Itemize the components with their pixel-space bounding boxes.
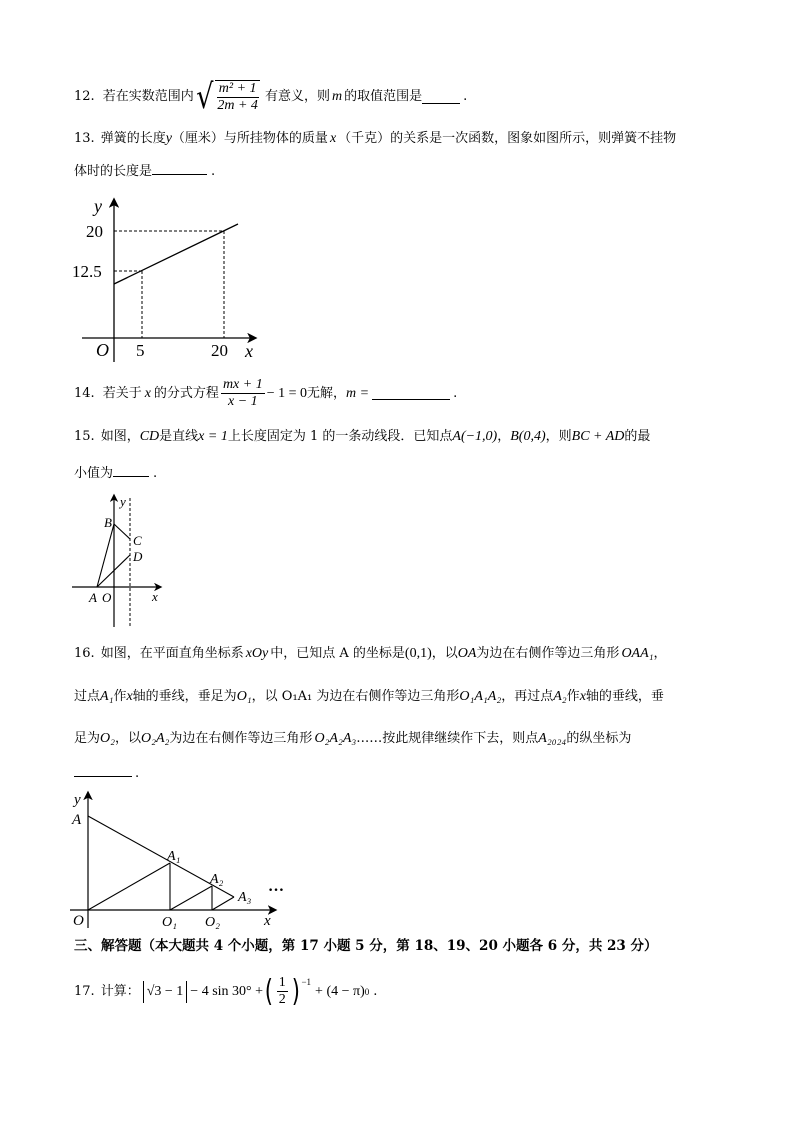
section-heading: 三、解答题（本大题共 4 个小题，第 17 小题 5 分，第 18、19、20 小题各 6 分，共 23 分） — [74, 938, 658, 954]
question-16-line4: . — [74, 764, 139, 783]
svg-text:20: 20 — [86, 222, 103, 241]
question-15: 15. 如图，CD是直线x = 1上长度固定为 1 的一条动线段．已知点A(−1,0)，B(0,4)，则BC + AD的最 — [74, 429, 651, 444]
svg-text:…: … — [268, 878, 284, 895]
q13-graph — [70, 190, 270, 370]
svg-text:A₁: A₁ — [167, 849, 181, 864]
svg-text:5: 5 — [136, 341, 145, 360]
svg-text:12.5: 12.5 — [72, 262, 102, 281]
svg-text:B: B — [104, 515, 112, 530]
question-17: 17. 计算： √3 − 1 − 4 sin 30° + ( $\frac{1}{2}$ ) −1 + (4 − π) 0 . — [74, 973, 378, 1009]
q16-graph — [60, 788, 300, 930]
abs-value-expression: √3 − 1 — [143, 981, 188, 1003]
question-text: 若在实数范围内 — [102, 89, 194, 104]
svg-text:O₂: O₂ — [205, 915, 220, 930]
svg-text:y: y — [74, 792, 81, 808]
svg-text:A₂: A₂ — [210, 872, 224, 887]
question-16-line3: 足为O₂，以O₂A₂为边在右侧作等边三角形 O₂A₂A₃……按此规律继续作下去，则点A₂₀₂₄的纵坐标为 — [74, 731, 632, 746]
svg-text:A: A — [89, 590, 97, 605]
question-12: 12. 若在实数范围内 √ $\frac{\text{m² + 1}}{2m + 4}$ 有意义，则 m 的取值范围是 . — [74, 77, 468, 117]
question-number: 12. — [74, 89, 95, 104]
svg-text:x: x — [152, 589, 158, 604]
answer-blank[interactable] — [372, 387, 450, 400]
svg-text:O: O — [102, 590, 112, 605]
svg-text:y: y — [94, 196, 102, 216]
svg-text:y: y — [120, 494, 126, 509]
answer-blank[interactable] — [113, 464, 149, 477]
question-14: 14. 若关于 x 的分式方程 $\frac{mx + 1}{x - 1}$ − 1 = 0 无解， m = . — [74, 377, 458, 409]
svg-text:A: A — [72, 812, 82, 828]
svg-text:20: 20 — [211, 341, 228, 360]
question-16: 16. 如图，在平面直角坐标系 xOy 中，已知点 A 的坐标是(0,1)，以OA为边在右侧作等边三角形 OAA₁， — [74, 646, 667, 661]
svg-text:O: O — [96, 340, 109, 360]
question-13-line2: 体时的长度是 . — [74, 164, 216, 179]
svg-text:D: D — [133, 549, 143, 564]
answer-blank[interactable] — [422, 91, 460, 104]
radical-sign-icon: √ — [195, 77, 214, 117]
question-15-line2: 小值为 . — [74, 466, 158, 481]
q15-graph — [70, 490, 180, 630]
svg-text:x: x — [264, 913, 271, 929]
answer-blank[interactable] — [152, 162, 207, 175]
svg-text:A₃: A₃ — [238, 890, 252, 905]
question-16-line2: 过点A₁作x轴的垂线，垂足为O₁，以 O₁A₁ 为边在右侧作等边三角形O₁A₁A₂，再过点A₂作x轴的垂线，垂 — [74, 689, 664, 704]
question-13: 13. 弹簧的长度y（厘米）与所挂物体的质量 x （千克）的关系是一次函数，图象如图所示，则弹簧不挂物 — [74, 131, 677, 146]
answer-blank[interactable] — [74, 764, 132, 777]
radical-expression: √ $\frac{\text{m² + 1}}{2m + 4}$ — [195, 77, 258, 117]
svg-text:C: C — [133, 533, 142, 548]
svg-text:O: O — [73, 913, 84, 929]
svg-text:O₁: O₁ — [162, 915, 177, 930]
svg-text:x: x — [245, 341, 253, 361]
fraction: $\frac{mx + 1}{x - 1}$ — [222, 377, 263, 409]
fraction: $\frac{1}{2}$ — [278, 975, 286, 1007]
